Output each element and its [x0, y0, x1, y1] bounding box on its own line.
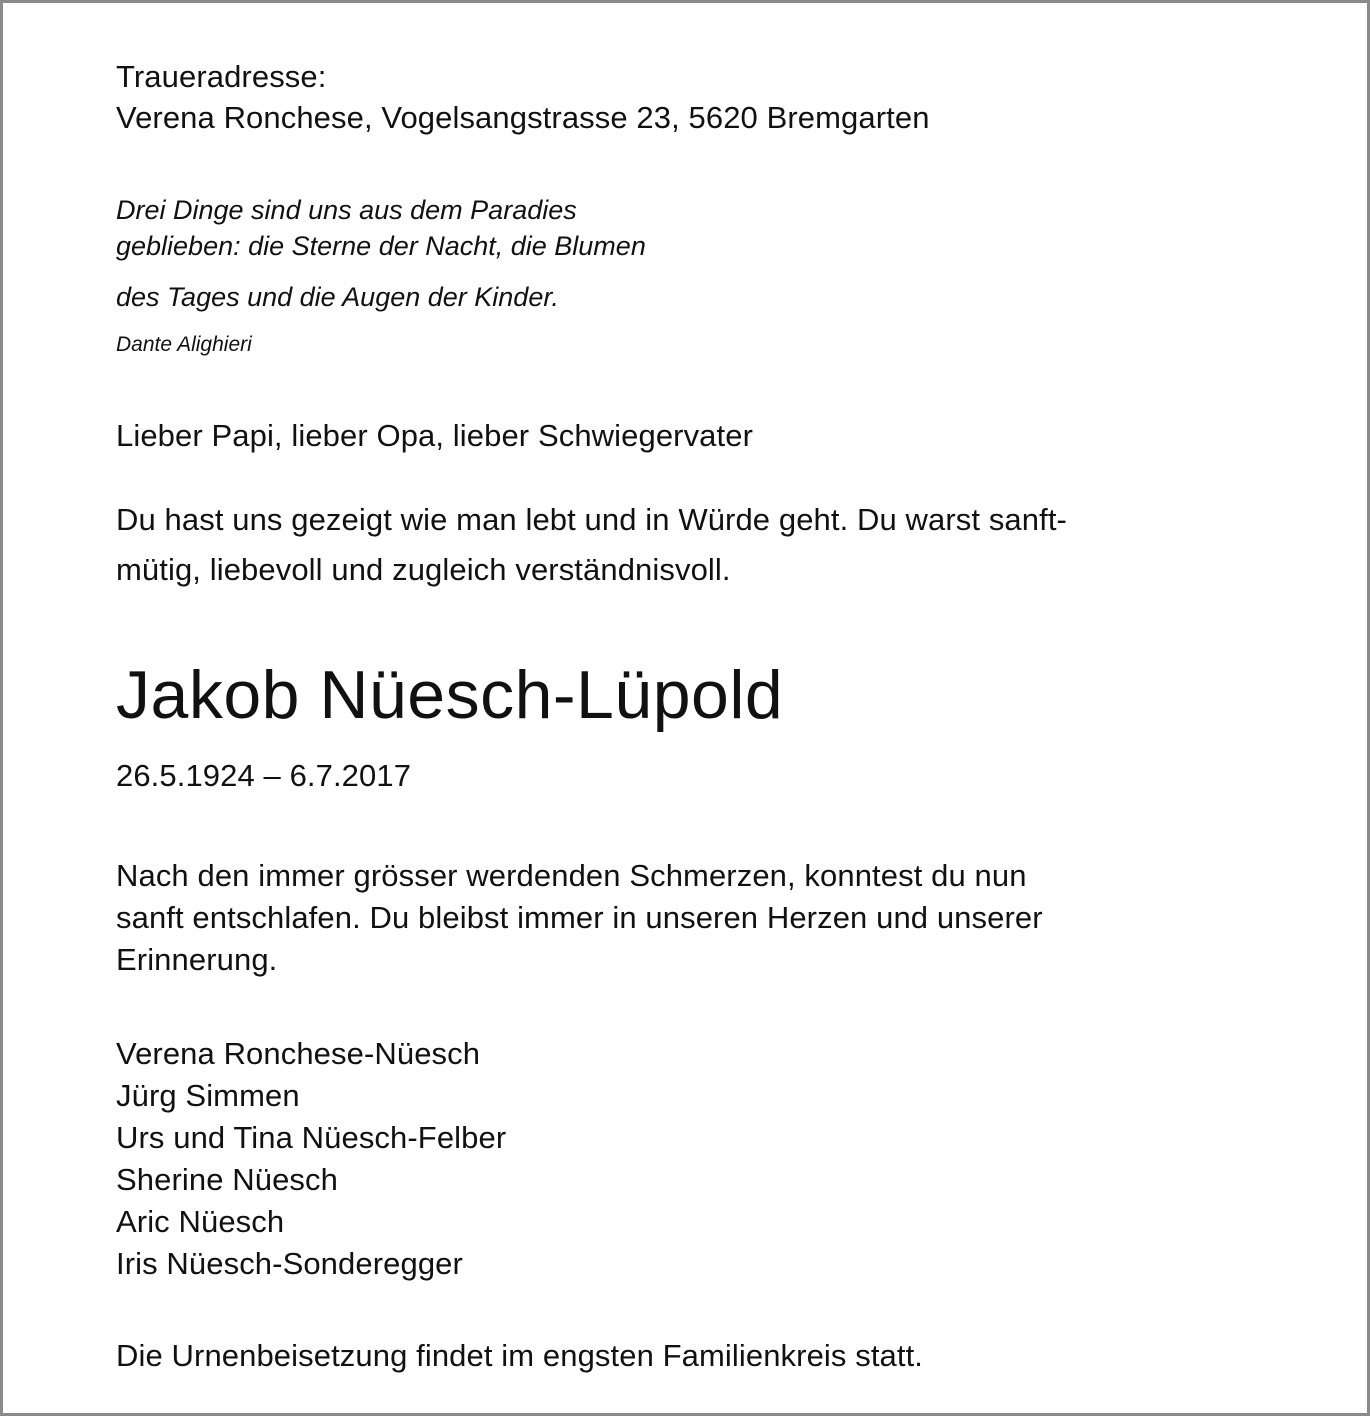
message-line-1: Nach den immer grösser werdenden Schmerzen, konntest du nun	[116, 858, 1027, 893]
quote-line-2: geblieben: die Sterne der Nacht, die Blumen	[116, 231, 646, 261]
mourners-list	[116, 1033, 506, 1285]
closing-note: Die Urnenbeisetzung findet im engsten Familienkreis statt.	[116, 1338, 924, 1373]
salutation: Lieber Papi, lieber Opa, lieber Schwiegervater	[116, 418, 753, 453]
quote-line-1: Drei Dinge sind uns aus dem Paradies	[116, 195, 577, 225]
life-dates: 26.5.1924 – 6.7.2017	[116, 758, 412, 793]
message-line-2: sanft entschlafen. Du bleibst immer in unseren Herzen und unserer	[116, 900, 1043, 935]
mourner-name: Aric Nüesch	[116, 1204, 285, 1239]
tribute-line-1: Du hast uns gezeigt wie man lebt und in Würde geht. Du warst sanft-	[116, 502, 1067, 537]
address-line: Verena Ronchese, Vogelsangstrasse 23, 5620 Bremgarten	[116, 100, 930, 135]
quote-author: Dante Alighieri	[116, 333, 252, 356]
mourner-name: Iris Nüesch-Sonderegger	[116, 1246, 463, 1281]
mourner-name: Urs und Tina Nüesch-Felber	[116, 1120, 507, 1155]
mourner-name: Sherine Nüesch	[116, 1162, 338, 1197]
quote-line-3: des Tages und die Augen der Kinder.	[116, 282, 559, 312]
mourner-name: Verena Ronchese-Nüesch	[116, 1036, 481, 1071]
mourner-name: Jürg Simmen	[116, 1078, 300, 1113]
address-label: Traueradresse:	[116, 59, 327, 94]
tribute-line-2: mütig, liebevoll und zugleich verständnisvoll.	[116, 552, 731, 587]
deceased-name: Jakob Nüesch-Lüpold	[116, 657, 784, 733]
message-line-3: Erinnerung.	[116, 942, 278, 977]
